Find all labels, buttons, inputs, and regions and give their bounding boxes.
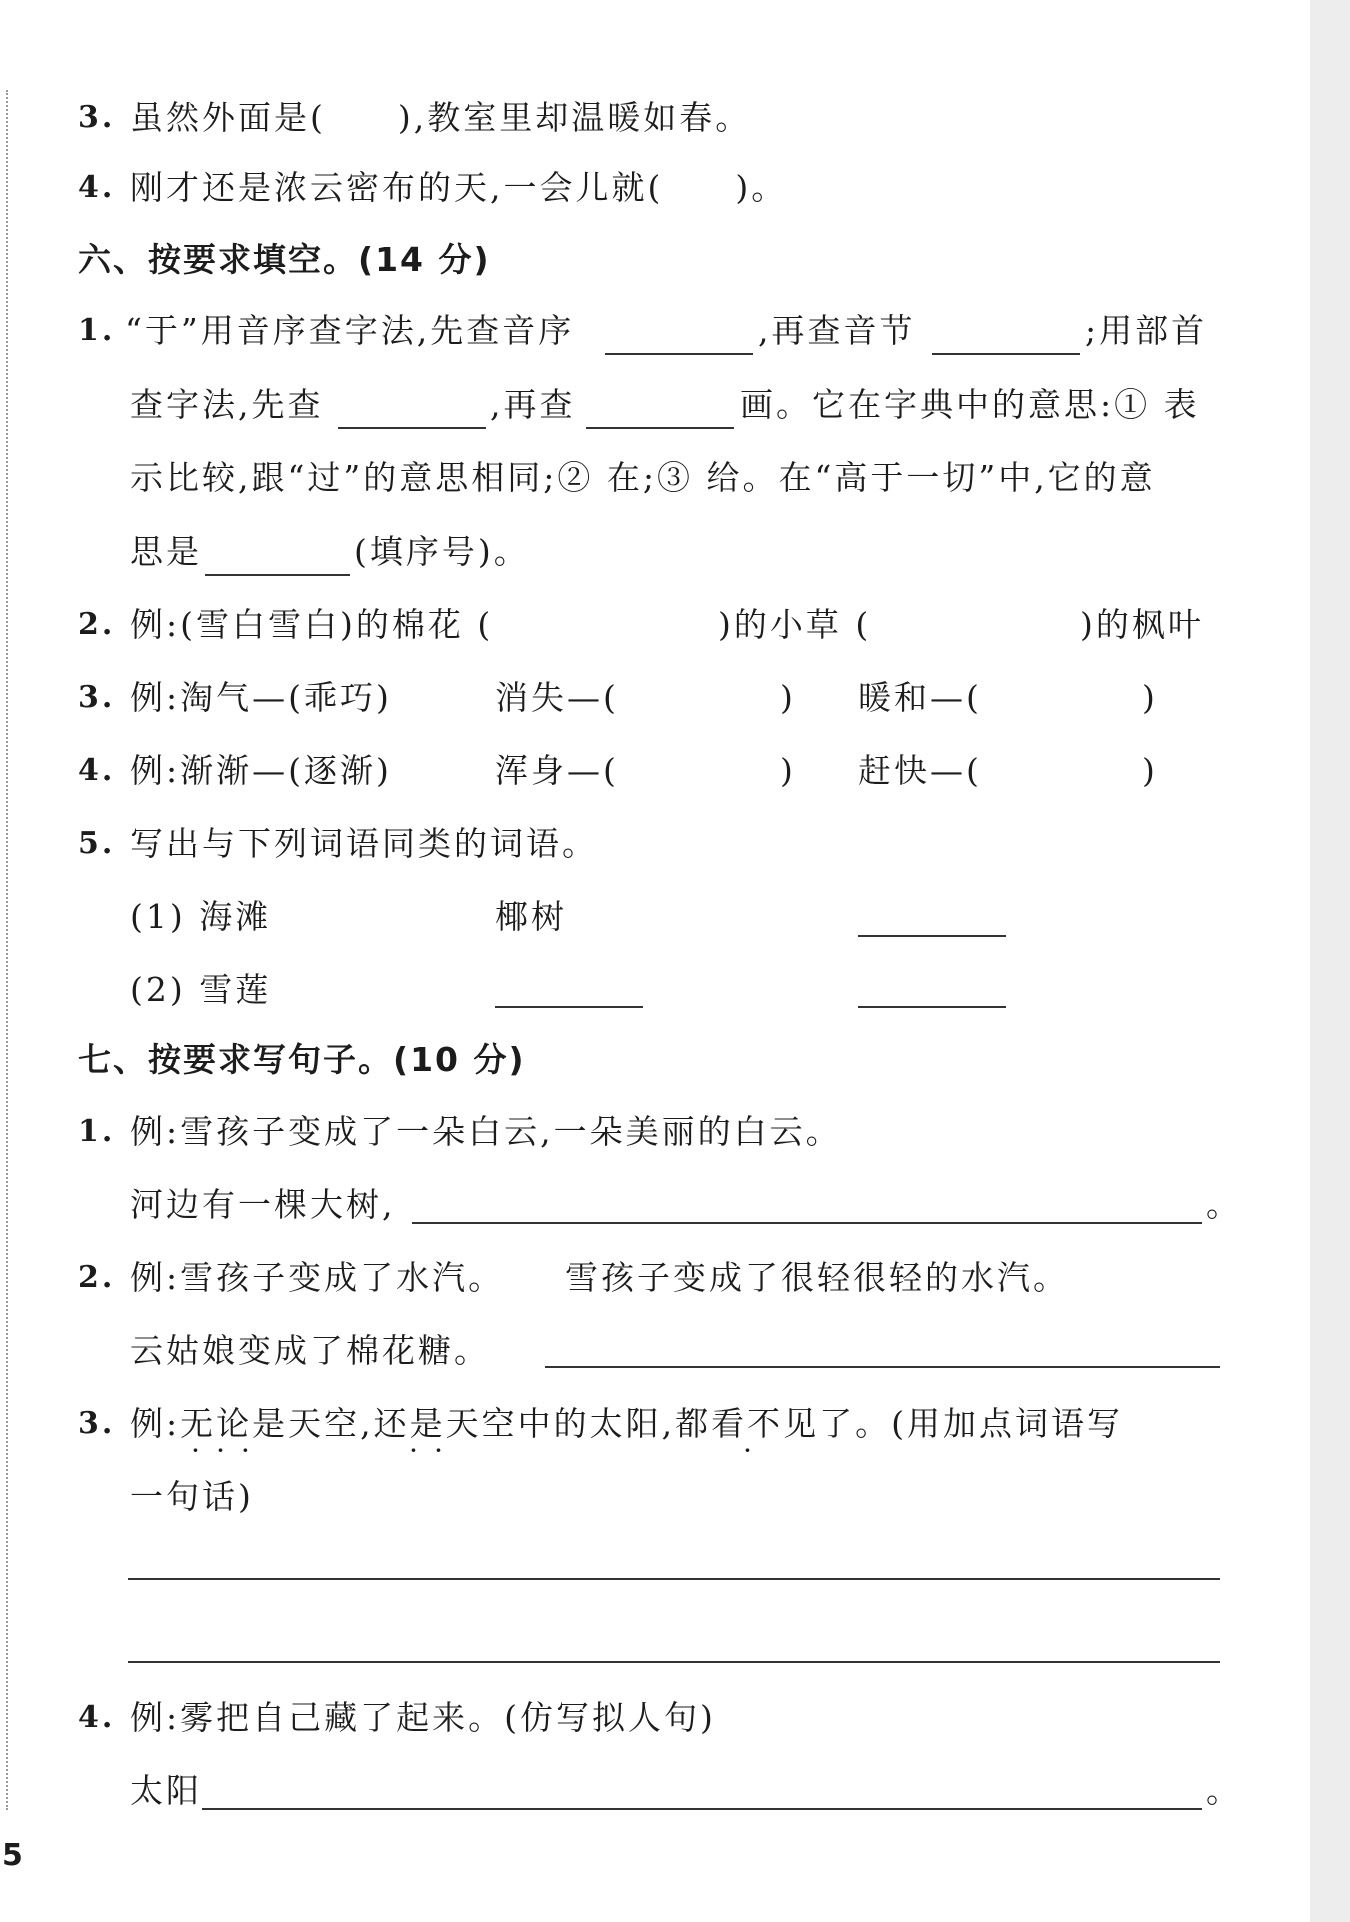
blank-5-1[interactable] bbox=[858, 935, 1006, 937]
emphasis-dots-wulun: ··· bbox=[192, 1438, 267, 1462]
page-edge-shadow bbox=[1310, 0, 1350, 1922]
blank-5-2a[interactable] bbox=[495, 1006, 643, 1008]
blank-bushou[interactable] bbox=[338, 427, 486, 429]
page-number: 5 bbox=[2, 1838, 23, 1873]
blank-5-2b[interactable] bbox=[858, 1006, 1006, 1008]
answer-line-7-4[interactable] bbox=[202, 1808, 1202, 1810]
answer-line-7-3b[interactable] bbox=[128, 1661, 1220, 1663]
answer-line-7-2[interactable] bbox=[545, 1366, 1220, 1368]
emphasis-dots-dou: · bbox=[744, 1438, 769, 1462]
blank-yinjie[interactable] bbox=[932, 353, 1080, 355]
blank-xuhao[interactable] bbox=[205, 574, 350, 576]
binding-dotted-line bbox=[6, 90, 8, 1810]
emphasis-dots-haishi: ·· bbox=[410, 1438, 460, 1462]
section-6-title: 六、按要求填空。(14 分) bbox=[78, 240, 491, 279]
blank-bihua[interactable] bbox=[586, 427, 734, 429]
answer-line-7-1[interactable] bbox=[412, 1222, 1202, 1224]
answer-line-7-3a[interactable] bbox=[128, 1578, 1220, 1580]
blank-yinxu[interactable] bbox=[605, 353, 753, 355]
section-7-title: 七、按要求写句子。(10 分) bbox=[78, 1040, 526, 1079]
